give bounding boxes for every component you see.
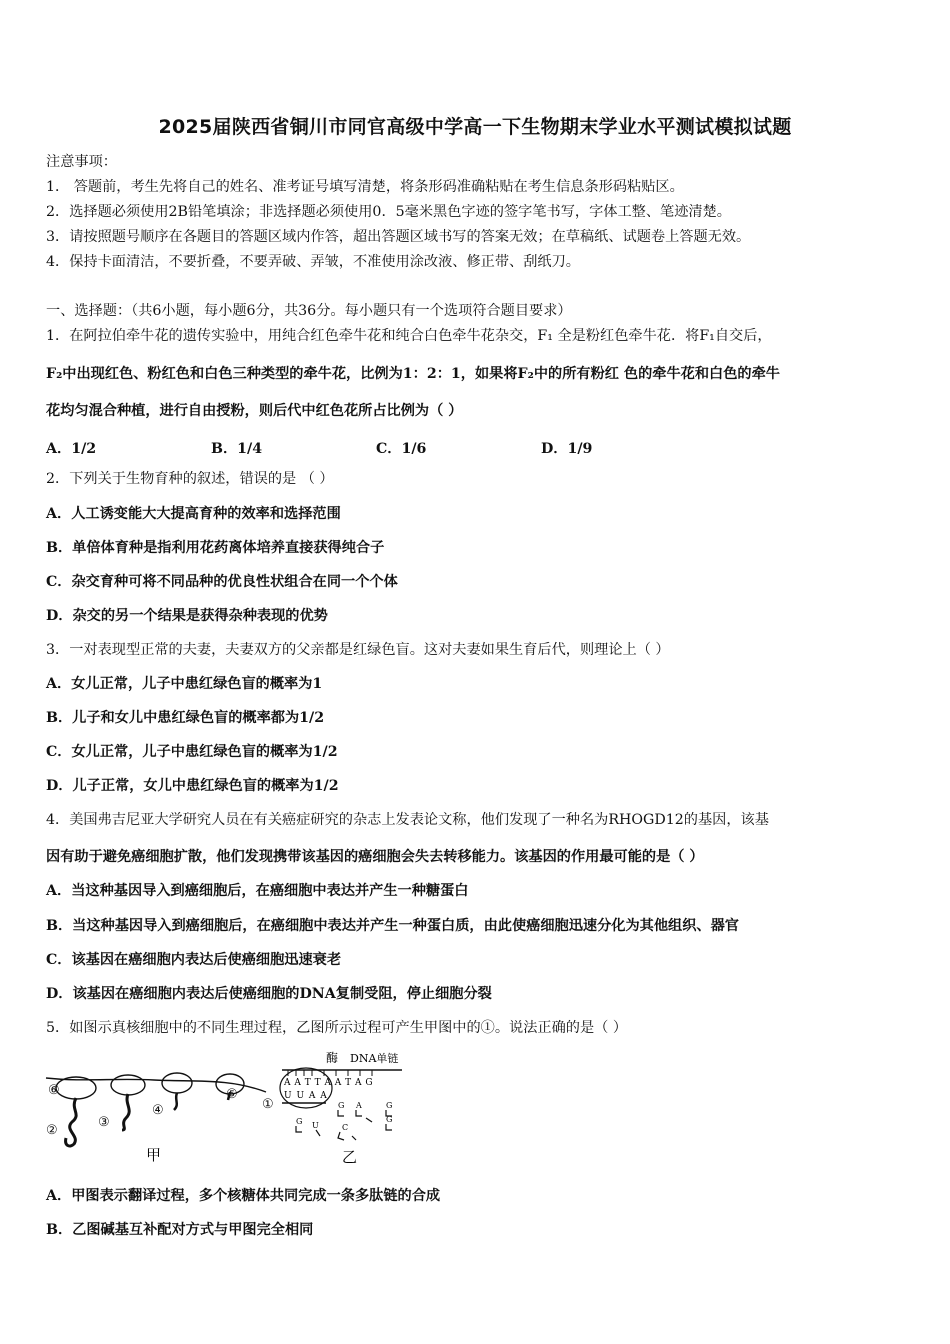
- q3-option-d: D．儿子正常，女儿中患红绿色盲的概率为1/2: [46, 778, 339, 794]
- q2-stem: 2．下列关于生物育种的叙述，错误的是 （ ）: [46, 471, 334, 487]
- svg-text:G: G: [386, 1101, 393, 1110]
- marker-3: ③: [98, 1115, 110, 1130]
- marker-5: ⑤: [226, 1087, 238, 1102]
- svg-text:G: G: [338, 1101, 345, 1110]
- q5-option-b: B．乙图碱基互补配对方式与甲图完全相同: [46, 1222, 314, 1238]
- q4-option-a: A．当这种基因导入到癌细胞后，在癌细胞中表达并产生一种糖蛋白: [46, 883, 469, 899]
- marker-6: ⑥: [48, 1083, 60, 1098]
- q2-option-c: C．杂交育种可将不同品种的优良性状组合在同一个个体: [46, 574, 398, 590]
- yi-diagram: [280, 1050, 402, 1166]
- q4-option-c: C．该基因在癌细胞内表达后使癌细胞迅速衰老: [46, 952, 342, 968]
- svg-text:G: G: [296, 1117, 303, 1126]
- notice-item-4: 4．保持卡面清洁，不要折叠，不要弄破、弄皱，不准使用涂改液、修正带、刮纸刀。: [46, 254, 580, 270]
- enzyme-label: 酶: [326, 1051, 339, 1065]
- q5-stem: 5．如图示真核细胞中的不同生理过程，乙图所示过程可产生甲图中的①。说法正确的是（ ）: [46, 1020, 628, 1036]
- q1-stem-line2: F₂中出现红色、粉红色和白色三种类型的牵牛花，比例为1：2：1，如果将F₂中的所有粉红 色的牵牛花和白色的牵牛: [46, 366, 780, 382]
- marker-2: ②: [46, 1123, 58, 1138]
- q3-option-c: C．女儿正常，儿子中患红绿色盲的概率为1/2: [46, 744, 338, 760]
- polypeptide-short: [174, 1093, 177, 1110]
- svg-text:G: G: [386, 1115, 393, 1124]
- template-bases: A A T T A A T A G: [284, 1078, 374, 1088]
- rna-polymerase: [280, 1068, 332, 1108]
- ribosome-2: [111, 1075, 145, 1095]
- jia-label: 甲: [146, 1146, 162, 1164]
- q5-option-a: A．甲图表示翻译过程，多个核糖体共同完成一条多肽链的合成: [46, 1188, 441, 1204]
- q4-stem-line2: 因有助于避免癌细胞扩散，他们发现携带该基因的癌细胞会失去转移能力。该基因的作用最可能的是（ ）: [46, 849, 704, 865]
- yi-label: 乙: [342, 1148, 358, 1166]
- notice-item-2: 2．选择题必须使用2B铅笔填涂；非选择题必须使用0．5毫米黑色字迹的签字笔书写，字体工整、笔迹清楚。: [46, 204, 731, 220]
- exam-title: 2025届陕西省铜川市同官高级中学高一下生物期末学业水平测试模拟试题: [158, 116, 792, 138]
- polypeptide-long: [66, 1098, 77, 1146]
- q4-stem-line1: 4．美国弗吉尼亚大学研究人员在有关癌症研究的杂志上发表论文称，他们发现了一种名为RHOGD12的基因，该基: [46, 812, 769, 828]
- marker-1: ①: [262, 1097, 274, 1112]
- marker-4: ④: [152, 1103, 164, 1118]
- q3-option-b: B．儿子和女儿中患红绿色盲的概率都为1/2: [46, 710, 325, 726]
- free-nucleotide-labels: [296, 1101, 392, 1132]
- notice-item-3: 3．请按照题号顺序在各题目的答题区域内作答，超出答题区域书写的答案无效；在草稿纸、试题卷上答题无效。: [46, 229, 751, 245]
- q1-option-c: C．1/6: [376, 441, 427, 457]
- q2-option-b: B．单倍体育种是指利用花药离体培养直接获得纯合子: [46, 540, 385, 556]
- q1-option-a: A．1/2: [46, 441, 97, 457]
- rna-bases: U U A A: [284, 1091, 328, 1101]
- ribosome-3: [162, 1073, 192, 1093]
- q4-option-d: D．该基因在癌细胞内表达后使癌细胞的DNA复制受阻，停止细胞分裂: [46, 986, 492, 1002]
- q3-stem: 3．一对表现型正常的夫妻，夫妻双方的父亲都是红绿色盲。这对夫妻如果生育后代，则理论上（ ）: [46, 642, 670, 658]
- svg-text:A: A: [356, 1101, 362, 1110]
- q1-option-d: D．1/9: [541, 441, 593, 457]
- q2-option-d: D．杂交的另一个结果是获得杂种表现的优势: [46, 608, 328, 624]
- q1-stem-line3: 花均匀混合种植，进行自由授粉，则后代中红色花所占比例为（ ）: [46, 403, 463, 419]
- svg-text:C: C: [342, 1123, 349, 1132]
- q5-figure: [44, 1048, 414, 1172]
- notice-item-1: 1． 答题前，考生先将自己的姓名、准考证号填写清楚，将条形码准确粘贴在考生信息条形码粘贴区。: [46, 179, 684, 195]
- dna-strand-label: DNA单链: [350, 1052, 399, 1065]
- q1-stem-line1: 1．在阿拉伯牵牛花的遗传实验中，用纯合红色牵牛花和纯合白色牵牛花杂交，F₁ 全是粉红色牵牛花．将F₁自交后，: [46, 328, 772, 344]
- section-heading: 一、选择题：（共6小题，每小题6分，共36分。每小题只有一个选项符合题目要求）: [46, 303, 572, 319]
- q1-option-b: B．1/4: [211, 441, 263, 457]
- base-ticks: [288, 1070, 372, 1076]
- q2-option-a: A．人工诱变能大大提高育种的效率和选择范围: [46, 506, 341, 522]
- polypeptide-mid: [122, 1094, 129, 1130]
- q3-option-a: A．女儿正常，儿子中患红绿色盲的概率为1: [46, 676, 323, 692]
- notice-heading: 注意事项：: [46, 154, 117, 170]
- q4-option-b: B．当这种基因导入到癌细胞后，在癌细胞中表达并产生一种蛋白质，由此使癌细胞迅速分化为其他组织、器官: [46, 918, 739, 934]
- svg-text:U: U: [312, 1121, 319, 1130]
